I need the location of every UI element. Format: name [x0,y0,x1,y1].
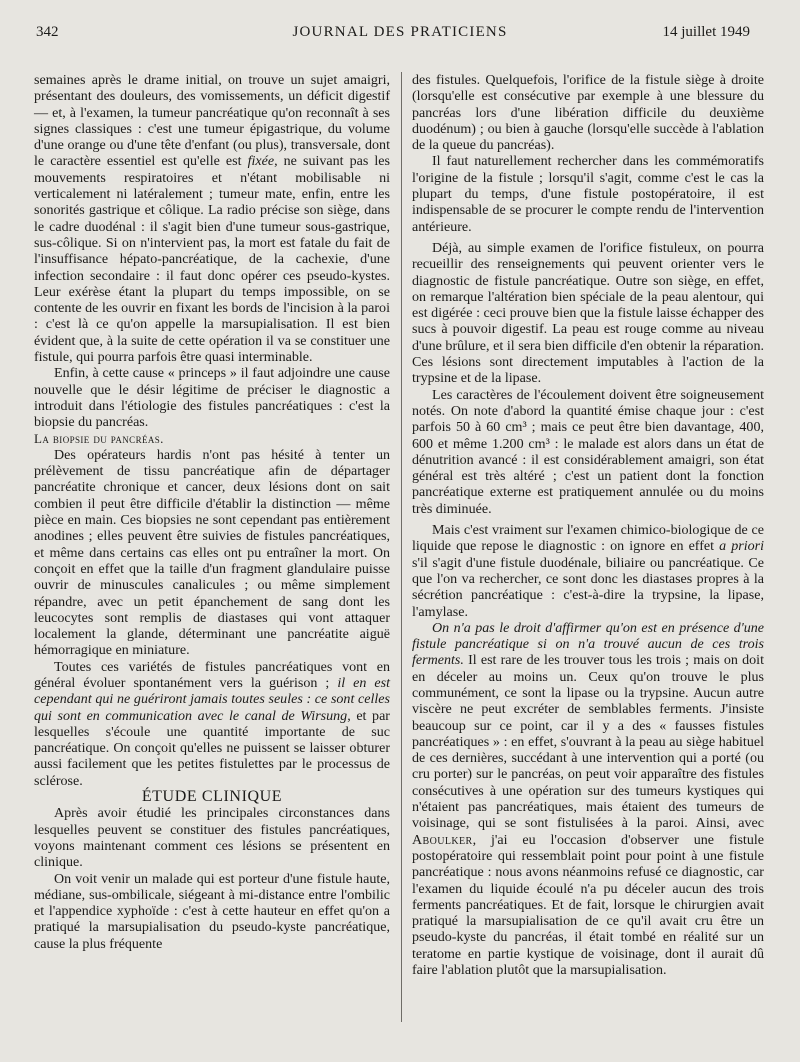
paragraph: semaines après le drame initial, on trouve un sujet amaigri, présentant des douleurs, des vomissements, un déficit digestif — et, à l'examen, la tumeur pancréatique qu'on reconnaît à ses signes classiques : c'est une tumeur épigastrique, du volume d'une orange ou d'une tête d'enfant (ou plus), transversale, dont le caractère essentiel est qu'elle est fixée, ne suivant pas les mouvements respiratoires et n'étant mobilisable ni verticalement ni latéralement ; tumeur mate, enfin, entre les sonorités gastrique et côlique. La radio précise son siège, dans le cadre duodénal : il s'agit bien d'une tumeur sous-gastrique, sus-côlique. Si on n'intervient pas, la mort est fatale du fait de l'insuffisance hépato-pancréatique, de la cachexie, d'une infection secondaire : il faut donc opérer ces pseudo-kystes. Leur exérèse étant la plupart du temps impossible, on se contente de les ouvrir en fixant les bords de l'incision à la paroi : c'est là ce qu'on appelle la marsupialisation. Il est bien évident que, à la suite de cette opération il va se constituer une fistule, qui pourra parfois être quasi interminable. [34,72,390,366]
page-number: 342 [36,24,59,40]
emphasis: il en est cependant qui ne guériront jamais toutes seules : ce sont celles qui sont en communication avec le canal de Wirsung [34,674,390,724]
paragraph: Toutes ces variétés de fistules pancréatiques vont en général évoluer spontanément vers la guérison ; il en est cependant qui ne guériront jamais toutes seules : ce sont celles qui sont en communication avec le canal de Wirsung, et par lesquelles s'écoule une quantité importante de suc pancréatique. On conçoit qu'elles ne puissent se laisser obturer aussi facilement que les petites fistulettes par le processus de sclérose. [34,658,390,789]
paragraph: On voit venir un malade qui est porteur d'une fistule haute, médiane, sus-ombilicale, siégeant à mi-distance entre l'ombilic et l'appendice xyphoïde : c'est à cette hauteur en effet qu'on a pratiqué la marsupialisation du pseudo-kyste pancréatique, cause la plus fréquente [34,870,390,952]
emphasis: On n'a pas le droit d'affirmer qu'on est en présence d'une fistule pancréatique si on n'a trouvé aucun de ces trois ferments. [412,619,764,669]
emphasis: fixée [247,153,275,170]
paragraph: Mais c'est vraiment sur l'examen chimico-biologique de ce liquide que repose le diagnostic : on ignore en effet a priori s'il s'agit d'une fistule duodénale, biliaire ou pancréatique. Ce que l'on va rechercher, ce sont donc les diastases propres à la sécrétion pancréatique : c'est-à-dire la trypsine, la lipase, l'amylase. [412,522,765,620]
paragraph: Après avoir étudié les principales circonstances dans lesquelles peuvent se constituer des fistules pancréatiques, voyons maintenant comment ces lésions se présentent en clinique. [34,805,390,871]
paragraph: On n'a pas le droit d'affirmer qu'on est en présence d'une fistule pancréatique si on n'a trouvé aucun de ces trois ferments. Il est rare de les trouver tous les trois ; mais on doit en déceler au moins un. Ceux qu'on trouve le plus communément, ce sont la lipase ou la trypsine. Aucun autre viscère ne peut excréter de semblables ferments. J'insiste beaucoup sur ce point, car il y a des « fausses fistules pancréatiques » : en effet, s'ouvrant à la peau au siège habituel de ces dernières, succédant à une intervention qui a porté (ou cru porter) sur le pancréas, on peut voir apparaître des fistules consécutives à une opération sur des tumeurs kystiques qui n'étaient pas pancréatiques, mais étaient des tumeurs de voisinage, qui se sont fistulisées à la paroi. Ainsi, avec Aboulker, j'ai eu l'occasion d'observer une fistule postopératoire qui ressemblait point pour point à une fistule pancréatique : nous avons néanmoins refusé ce diagnostic, car l'examen du liquide écoulé n'a pu déceler aucun des trois ferments pancréatiques. Et de fait, lorsque le chirurgien avait pratiqué la marsupialisation de ce qu'il avait cru être un pseudo-kyste du pancréas, il était tombé en réalité sur un teratome en partie kystique de voisinage, dont il aurait dû faire l'ablation plutôt que la marsupialisation. [412,619,764,979]
left-column [34,72,390,952]
author-name: Aboulker [412,831,473,848]
subsection-heading: La biopsie du pancréas. [34,430,164,446]
issue-date: 14 juillet 1949 [662,24,750,40]
paragraph: Il faut naturellement rechercher dans les commémoratifs l'origine de la fistule ; lorsqu'il s'agit, comme c'est le cas la plupart du temps, d'une fistule postopératoire, il est indispensable de se procurer le compte rendu de l'intervention antérieure. [412,153,764,235]
paragraph: Des opérateurs hardis n'ont pas hésité à tenter un prélèvement de tissu pancréatique afin de départager pancréatite chronique et cancer, deux lésions dont on sait combien il peut être difficile d'établir la distinction — même pièce en main. Ces biopsies ne sont cependant pas entièrement anodines ; elles peuvent être suivies de fistules pancréatiques, et même dans certains cas elles ont pu entraîner la mort. On conçoit en effet que la taille d'un fragment glandulaire puisse ouvrir de minuscules canalicules ; ou même simplement répandre, avec un petit épanchement de sang dont les leucocytes sont remplis de diastases qui vont attaquer localement la glande, déterminant une pancréatite aiguë hémorragique en miniature. [34,446,390,659]
paragraph: Les caractères de l'écoulement doivent être soigneusement notés. On note d'abord la quantité émise chaque jour : c'est parfois 50 à 60 cm³ ; mais ce peut être bien davantage, 400, 600 et même 1.200 cm³ : le malade est alors dans un état de dénutrition avancé : il est considérablement amaigri, son état général est très altéré ; c'est un patient dont la fonction pancréatique externe est pratiquement annulée ou du moins très diminuée. [412,386,764,517]
right-column [412,72,764,978]
paragraph: Enfin, à cette cause « princeps » il faut adjoindre une cause nouvelle que le désir légitime de préciser le diagnostic a introduit dans l'étiologie des fistules pancréatiques : c'est la biopsie du pancréas. [34,365,390,431]
paragraph: des fistules. Quelquefois, l'orifice de la fistule siège à droite (lorsqu'elle est consécutive par exemple à une blessure du pancréas lors d'une libération difficile du deuxième duodénum) ; ou bien à gauche (lorsqu'elle succède à l'ablation de la queue du pancréas). [412,72,764,154]
column-divider [401,72,402,1022]
page-header [0,24,800,50]
section-title: ÉTUDE CLINIQUE [141,788,283,806]
emphasis: a priori [719,538,765,555]
journal-title: JOURNAL DES PRATICIENS [292,24,508,40]
paragraph: Déjà, au simple examen de l'orifice fistuleux, on pourra recueillir des renseignements qui peuvent orienter vers le diagnostic de fistule pancréatique. Outre son siège, en effet, on remarque l'altération bien spéciale de la peau alentour, qui est digérée : ceci prouve bien que la fistule laisse échapper des sucs à pouvoir digestif. La peau est rouge comme au niveau d'une brûlure, et il sera bien difficile d'en obtenir la réparation. Ces lésions sont directement imputables à l'action de la trypsine et de la lipase. [412,239,764,387]
